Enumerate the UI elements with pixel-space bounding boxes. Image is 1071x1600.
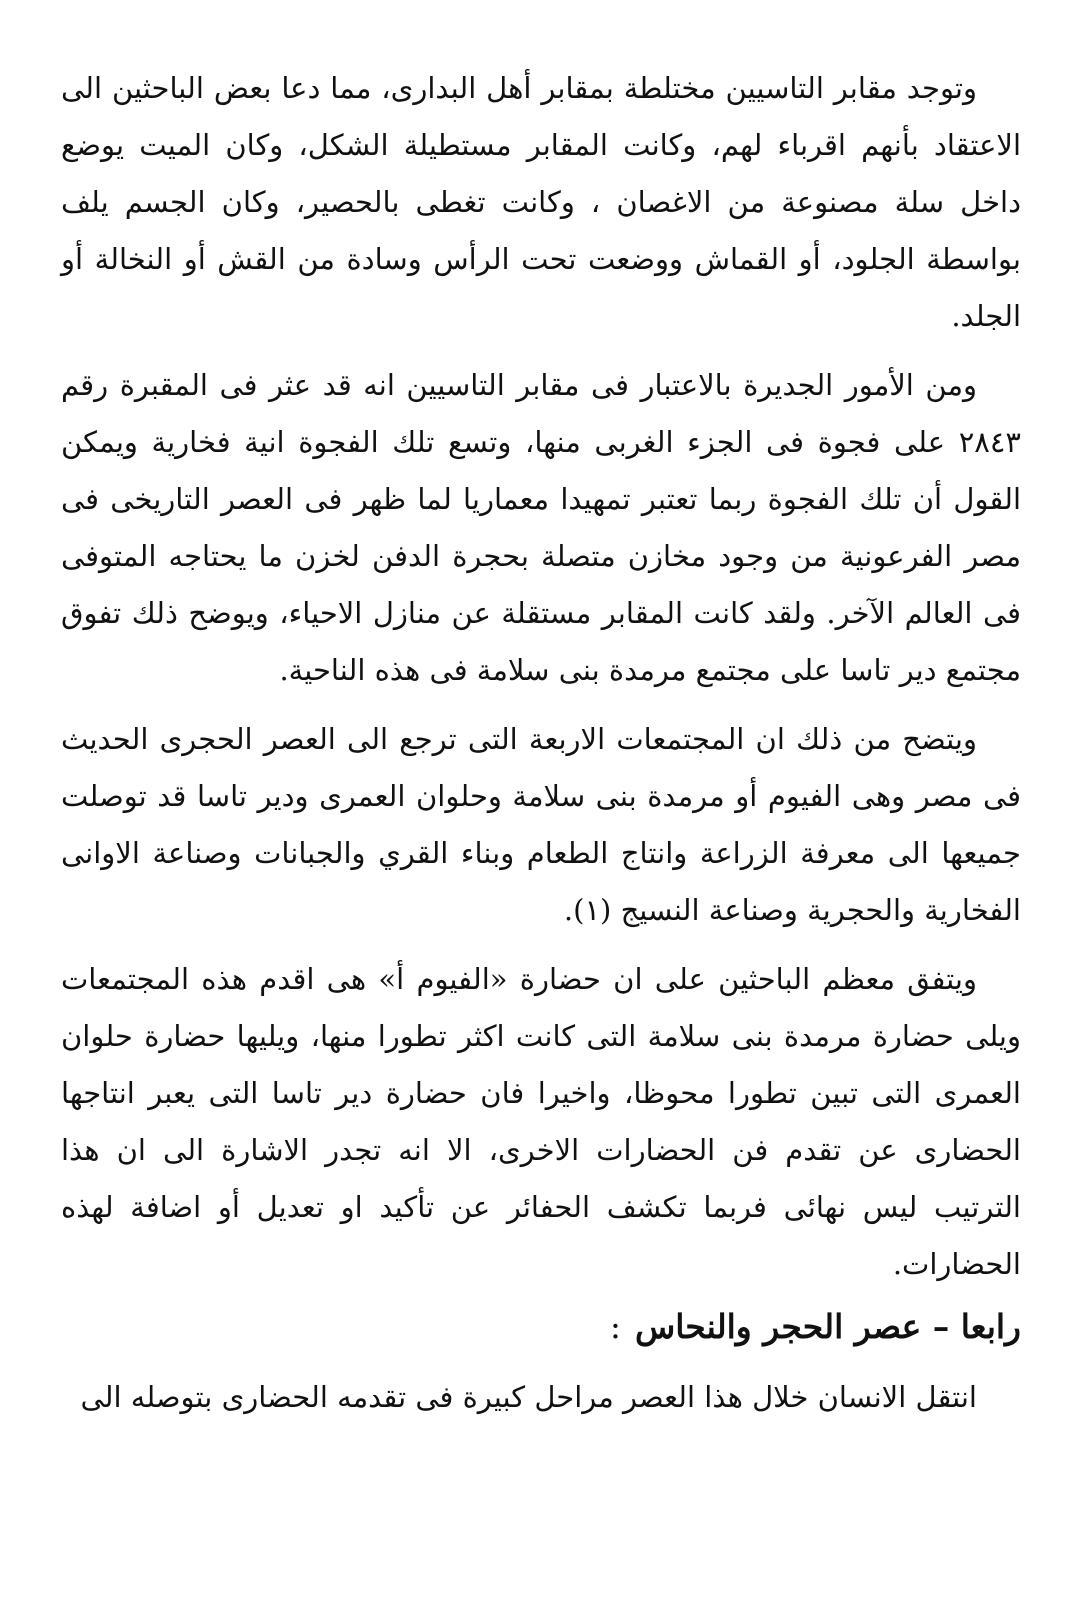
section-heading-colon: :: [609, 1307, 621, 1346]
document-page: [61, 60, 1021, 1426]
section-heading: [61, 1297, 1021, 1357]
paragraph-tomb-2843: ومن الأمور الجديرة بالاعتبار فى مقابر التاسيين انه قد عثر فى المقبرة رقم ٢٨٤٣ على فجوة فى الجزء الغربى منها، وتسع تلك الفجوة انية فخارية ويمكن القول أن تلك الفجوة ربما تعتبر تمهيدا معماريا لما ظهر فى العصر التاريخى فى مصر الفرعونية من وجود مخازن متصلة بحجرة الدفن لخزن ما يحتاجه المتوفى فى العالم الآخر. ولقد كانت المقابر مستقلة عن منازل الاحياء، ويوضح ذلك تفوق مجتمع دير تاسا على مجتمع مرمدة بنى سلامة فى هذه الناحية.: [61, 368, 1021, 687]
paragraph-chronological-order: ويتفق معظم الباحثين على ان حضارة «الفيوم أ» هى اقدم هذه المجتمعات ويلى حضارة مرمدة بنى سلامة التى كانت اكثر تطورا منها، ويليها حضارة حلوان العمرى التى تبين تطورا محوظا، واخيرا فان حضارة دير تاسا التى يعبر انتاجها الحضارى عن تقدم فن الحضارات الاخرى، الا انه تجدر الاشارة الى ان هذا الترتيب ليس نهائى فربما تكشف الحفائر عن تأكيد او تعديل أو اضافة لهذه الحضارات.: [61, 962, 1021, 1281]
paragraph-chalcolithic-intro: انتقل الانسان خلال هذا العصر مراحل كبيرة فى تقدمه الحضارى بتوصله الى: [80, 1380, 977, 1414]
paragraph-four-communities: ويتضح من ذلك ان المجتمعات الاربعة التى ترجع الى العصر الحجرى الحديث فى مصر وهى الفيوم أو مرمدة بنى سلامة وحلوان العمرى ودير تاسا قد توصلت جميعها الى معرفة الزراعة وانتاج الطعام وبناء القري والجبانات وصناعة الاوانى الفخارية والحجرية وصناعة النسيج (١).: [61, 722, 1021, 927]
section-heading-title: رابعا – عصر الحجر والنحاس: [634, 1307, 1021, 1346]
paragraph-tasian-burials: وتوجد مقابر التاسيين مختلطة بمقابر أهل البدارى، مما دعا بعض الباحثين الى الاعتقاد بأنهم اقرباء لهم، وكانت المقابر مستطيلة الشكل، وكان الميت يوضع داخل سلة مصنوعة من الاغصان ، وكانت تغطى بالحصير، وكان الجسم يلف بواسطة الجلود، أو القماش ووضعت تحت الرأس وسادة من القش أو النخالة أو الجلد.: [61, 71, 1021, 333]
